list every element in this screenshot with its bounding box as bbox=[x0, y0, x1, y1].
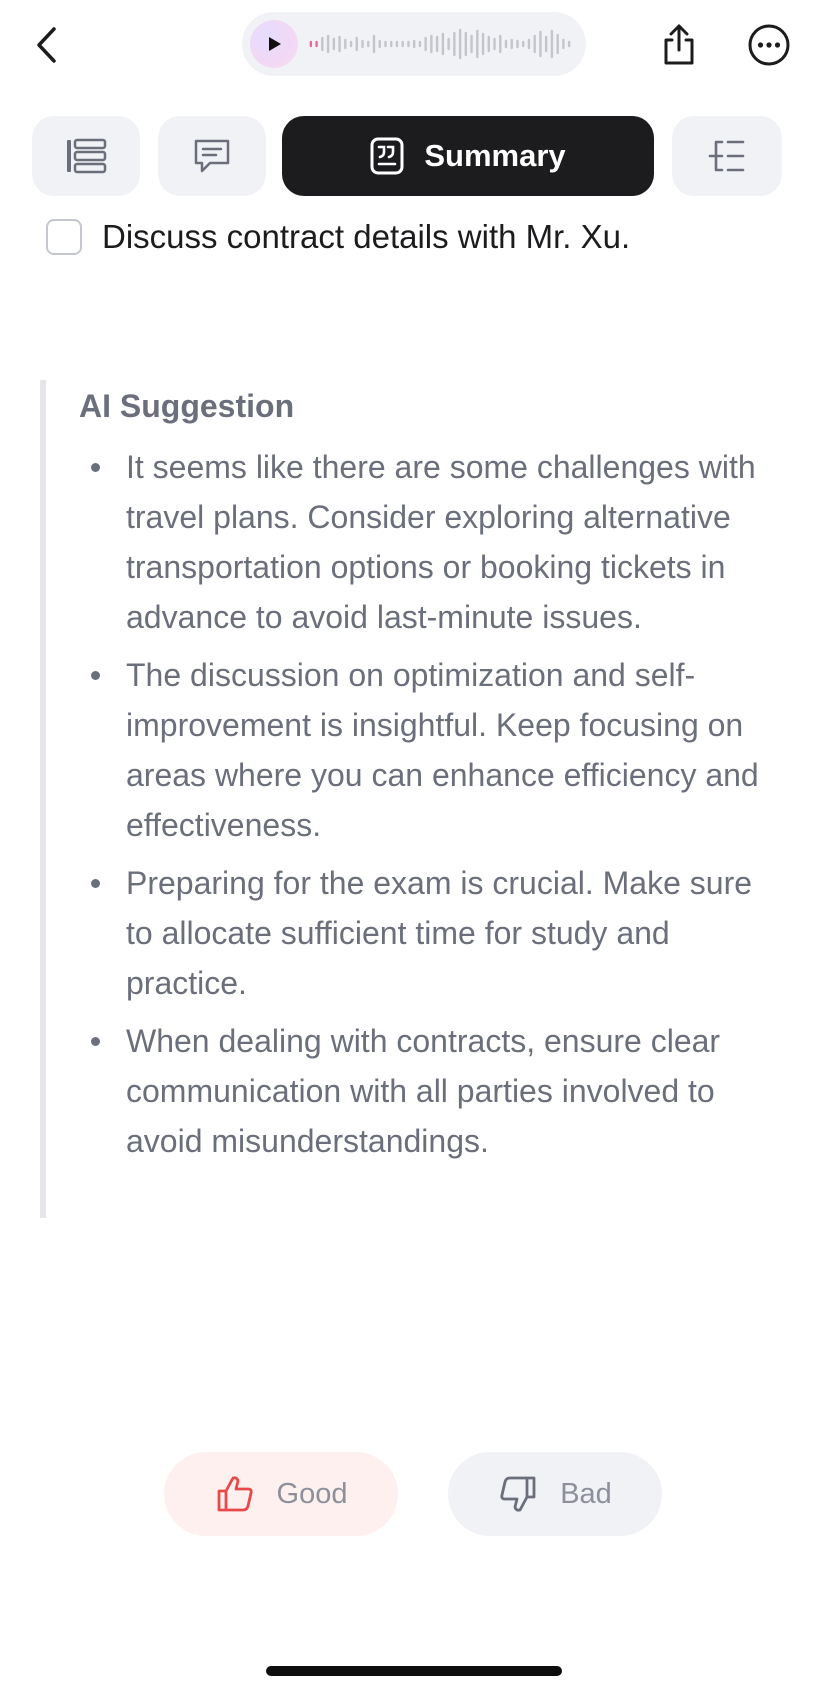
good-label: Good bbox=[276, 1477, 348, 1510]
tab-outline[interactable] bbox=[32, 116, 140, 196]
thumbs-up-icon bbox=[215, 1474, 255, 1514]
list-item bbox=[79, 442, 779, 642]
list-item bbox=[79, 858, 779, 1008]
mind-map-icon bbox=[708, 138, 746, 174]
todo-checkbox[interactable] bbox=[46, 219, 82, 255]
todo-item bbox=[46, 218, 630, 256]
share-button[interactable] bbox=[654, 20, 704, 70]
home-indicator bbox=[266, 1666, 562, 1676]
chevron-left-icon bbox=[34, 25, 58, 65]
tab-summary[interactable] bbox=[282, 116, 654, 196]
bullet-icon bbox=[91, 671, 100, 680]
back-button[interactable] bbox=[26, 22, 66, 68]
tab-mindmap[interactable] bbox=[672, 116, 782, 196]
bad-button[interactable] bbox=[448, 1452, 662, 1536]
tab-summary-label: Summary bbox=[424, 138, 566, 173]
tab-transcript[interactable] bbox=[158, 116, 266, 196]
ellipsis-circle-icon bbox=[747, 23, 791, 67]
suggestion-text: It seems like there are some challenges with travel plans. Consider exploring alternative transportation options or booking tickets in advance to avoid last-minute issues. bbox=[126, 449, 756, 635]
good-button[interactable] bbox=[164, 1452, 398, 1536]
play-icon bbox=[264, 34, 284, 54]
chat-bubble-icon bbox=[192, 137, 232, 175]
suggestion-list bbox=[79, 442, 779, 1174]
waveform[interactable] bbox=[308, 24, 572, 64]
suggestion-text: The discussion on optimization and self-improvement is insightful. Keep focusing on areas where you can enhance efficiency and effectiveness. bbox=[126, 657, 759, 843]
share-icon bbox=[660, 23, 698, 67]
bullet-icon bbox=[91, 463, 100, 472]
quote-document-icon bbox=[370, 137, 404, 175]
ai-suggestion-title: AI Suggestion bbox=[79, 388, 295, 424]
bad-label: Bad bbox=[560, 1477, 612, 1510]
list-icon bbox=[65, 138, 107, 174]
suggestion-text: Preparing for the exam is crucial. Make sure to allocate sufficient time for study and practice. bbox=[126, 865, 753, 1001]
bullet-icon bbox=[91, 879, 100, 888]
more-button[interactable] bbox=[744, 20, 794, 70]
suggestion-text: When dealing with contracts, ensure clear communication with all parties involved to avoid misunderstandings. bbox=[126, 1023, 721, 1159]
bullet-icon bbox=[91, 1037, 100, 1046]
list-item bbox=[79, 1016, 779, 1166]
ai-suggestion-block bbox=[40, 380, 784, 1218]
audio-player[interactable] bbox=[242, 12, 586, 76]
list-item bbox=[79, 650, 779, 850]
thumbs-down-icon bbox=[498, 1474, 538, 1514]
play-button[interactable] bbox=[250, 20, 298, 68]
top-bar bbox=[0, 0, 828, 100]
todo-text: Discuss contract details with Mr. Xu. bbox=[102, 218, 631, 255]
